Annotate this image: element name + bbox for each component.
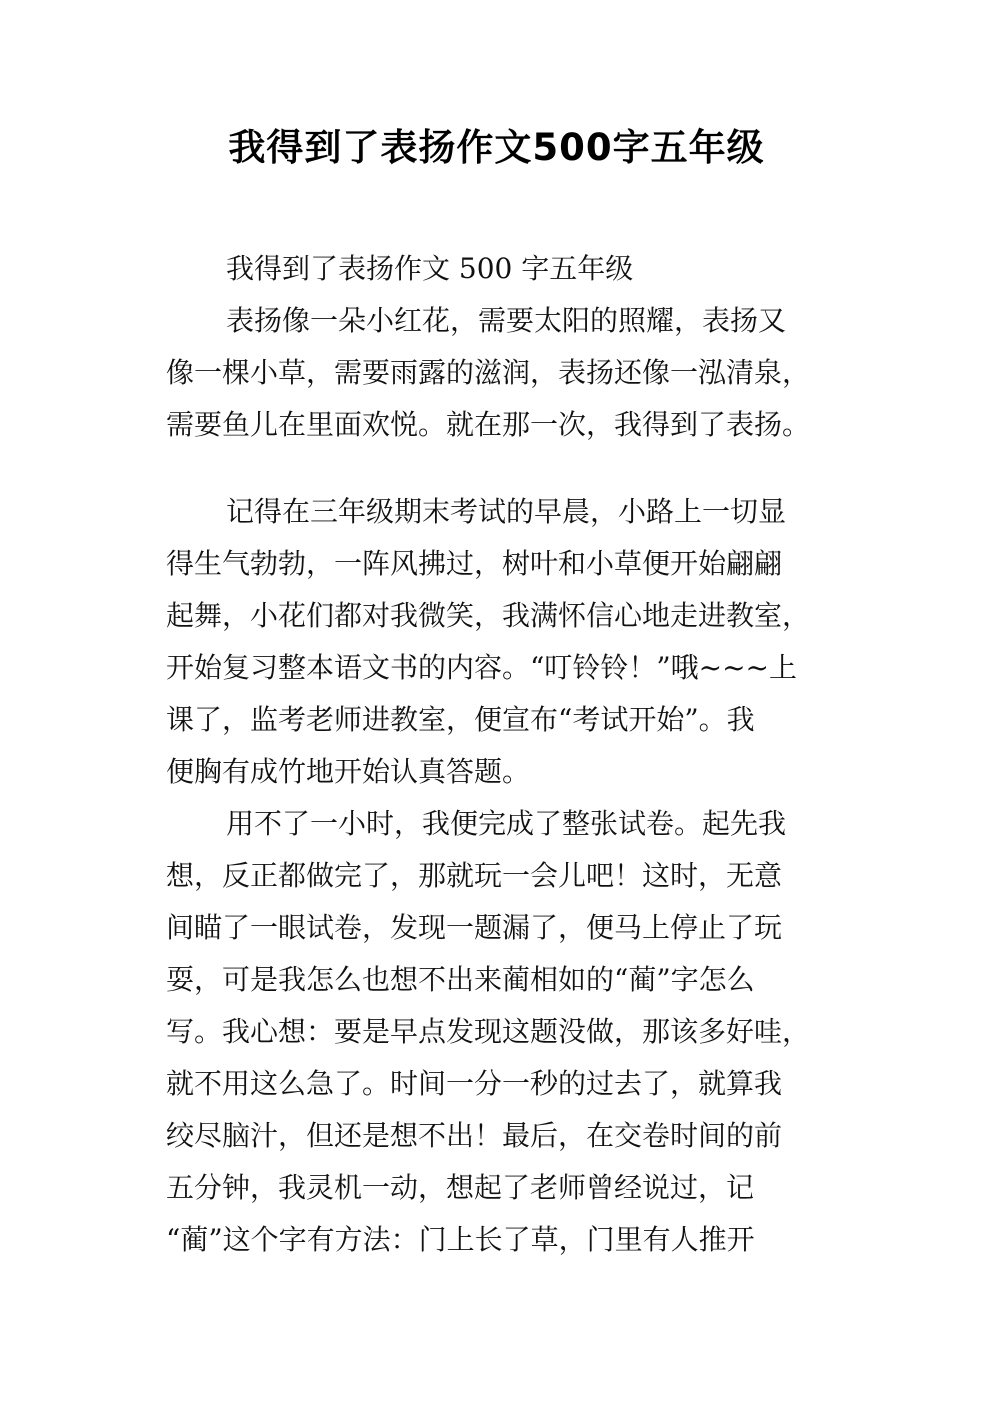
paragraph-line: 开始复习整本语文书的内容。“叮铃铃！”哦~~~上	[166, 651, 798, 684]
paragraph-line: 想，反正都做完了，那就玩一会儿吧！这时，无意	[166, 859, 783, 892]
paragraph-line: 写。我心想：要是早点发现这题没做，那该多好哇，	[166, 1015, 811, 1048]
paragraph-line: 课了，监考老师进教室，便宣布“考试开始”。我	[166, 703, 755, 736]
paragraph-line: 间瞄了一眼试卷，发现一题漏了，便马上停止了玩	[166, 911, 783, 944]
paragraph-line: 绞尽脑汁，但还是想不出！最后，在交卷时间的前	[166, 1119, 783, 1152]
paragraph-line: 像一棵小草，需要雨露的滋润，表扬还像一泓清泉，	[166, 356, 811, 389]
document-title: 我得到了表扬作文500字五年级	[228, 126, 765, 169]
paragraph-line: 表扬像一朵小红花，需要太阳的照耀，表扬又	[226, 304, 787, 337]
document-body	[166, 243, 836, 1266]
paragraph-line: 就不用这么急了。时间一分一秒的过去了，就算我	[166, 1067, 783, 1100]
paragraph-line: 需要鱼儿在里面欢悦。就在那一次，我得到了表扬。	[166, 408, 811, 441]
paragraph-line: 五分钟，我灵机一动，想起了老师曾经说过，记	[166, 1171, 755, 1204]
paragraph-line: 用不了一小时，我便完成了整张试卷。起先我	[226, 807, 787, 840]
subtitle-line: 我得到了表扬作文 500 字五年级	[226, 252, 634, 285]
paragraph-line: 记得在三年级期末考试的早晨，小路上一切显	[226, 495, 787, 528]
paragraph-line: “蔺”这个字有方法：门上长了草，门里有人推开	[166, 1223, 755, 1256]
paragraph-line: 起舞，小花们都对我微笑，我满怀信心地走进教室，	[166, 599, 811, 632]
paragraph-line: 便胸有成竹地开始认真答题。	[166, 755, 531, 788]
paragraph-gap	[166, 451, 836, 486]
paragraph-line: 得生气勃勃，一阵风拂过，树叶和小草便开始翩翩	[166, 547, 783, 580]
paragraph-line: 耍，可是我怎么也想不出来蔺相如的“蔺”字怎么	[166, 963, 755, 996]
